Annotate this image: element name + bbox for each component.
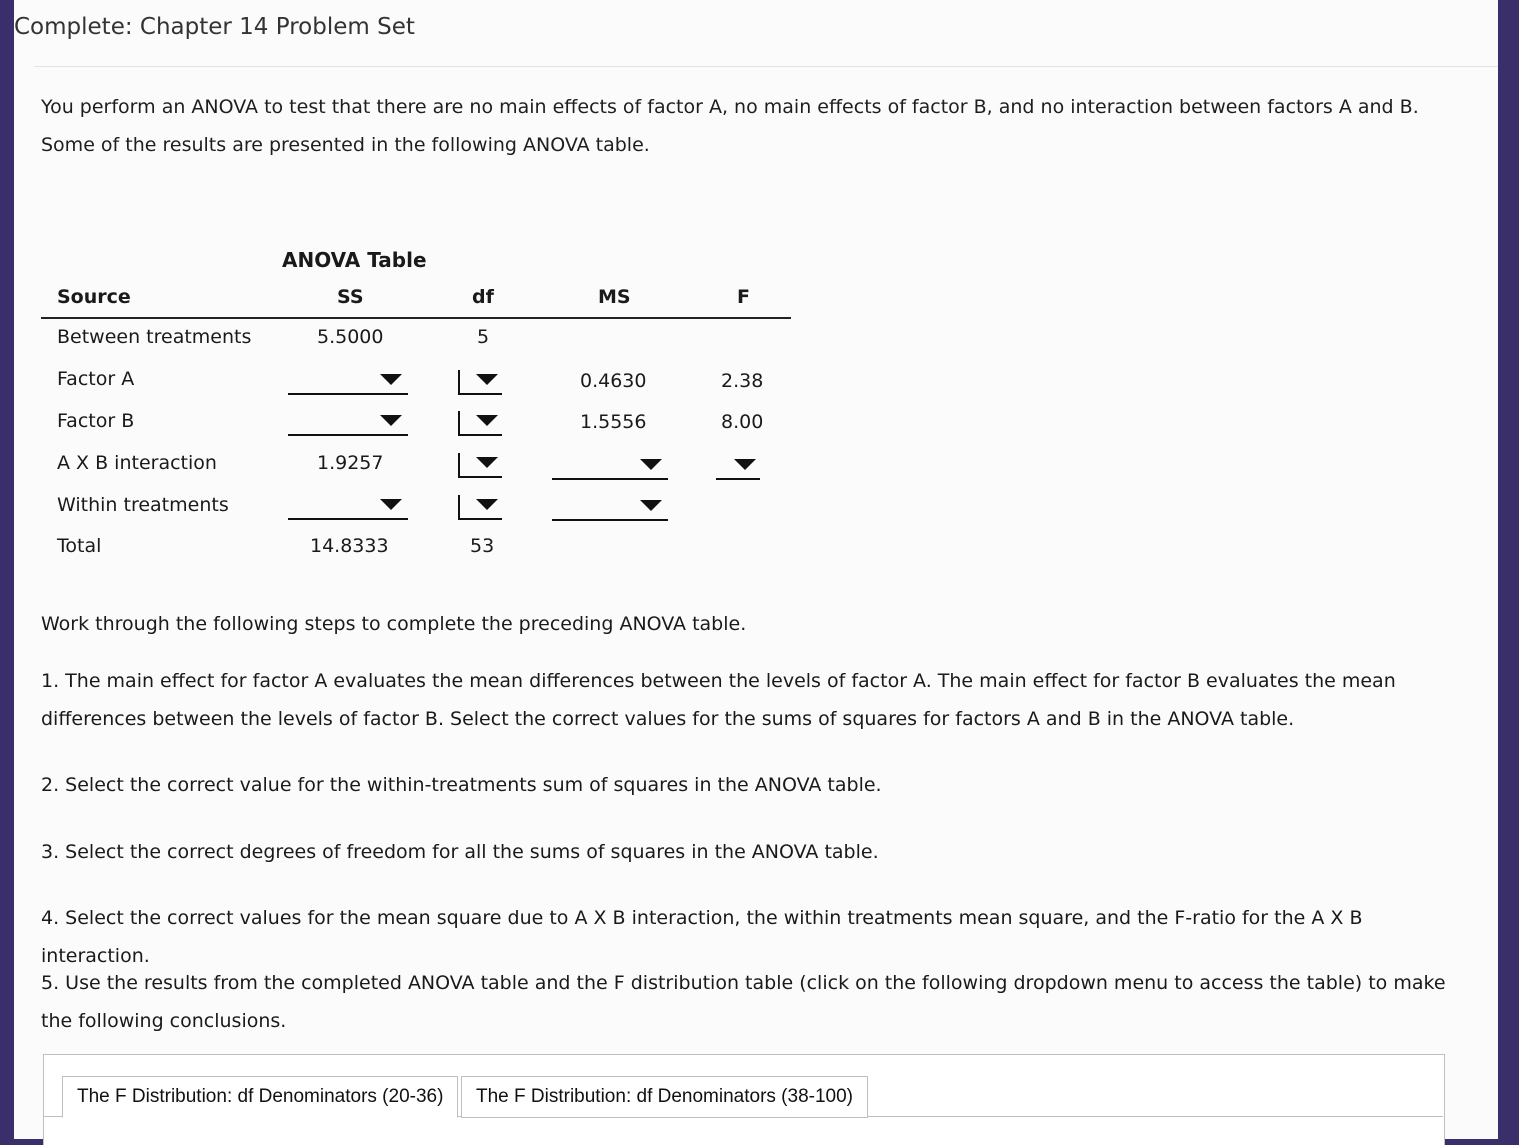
row-total-ss: 14.8333 bbox=[310, 535, 389, 557]
chevron-down-icon bbox=[380, 374, 402, 385]
factor-b-ss-dropdown[interactable] bbox=[288, 412, 408, 436]
row-factor-a-f: 2.38 bbox=[721, 370, 764, 392]
header-df: df bbox=[472, 286, 494, 308]
intro-line-2: Some of the results are presented in the following ANOVA table. bbox=[41, 134, 650, 156]
row-between-source: Between treatments bbox=[57, 326, 252, 348]
page-title: Complete: Chapter 14 Problem Set bbox=[14, 14, 415, 40]
row-total-df: 53 bbox=[470, 535, 495, 557]
step-5-line-1: 5. Use the results from the completed ANOVA table and the F distribution table (click on the following dropdown menu to access the table) to make bbox=[41, 972, 1446, 994]
table-header-rule bbox=[41, 317, 791, 319]
anova-table-caption: ANOVA Table bbox=[282, 248, 427, 272]
header-source: Source bbox=[57, 286, 131, 308]
row-total-source: Total bbox=[57, 535, 102, 557]
row-axb-ss: 1.9257 bbox=[317, 452, 384, 474]
row-axb-source: A X B interaction bbox=[57, 452, 217, 474]
chevron-down-icon bbox=[734, 459, 756, 470]
chevron-down-icon bbox=[380, 499, 402, 510]
step-1-line-2: differences between the levels of factor B. Select the correct values for the sums of squares for factors A and B in the ANOVA table. bbox=[41, 708, 1295, 730]
intro-text bbox=[41, 88, 1471, 164]
axb-df-dropdown[interactable] bbox=[458, 454, 502, 478]
chevron-down-icon bbox=[380, 415, 402, 426]
tab-f-distribution-38-100[interactable]: The F Distribution: df Denominators (38-100) bbox=[461, 1076, 868, 1118]
row-factor-a-ms: 0.4630 bbox=[580, 370, 647, 392]
row-between-df: 5 bbox=[477, 326, 490, 348]
axb-ms-dropdown[interactable] bbox=[552, 456, 668, 480]
instructions-lead: Work through the following steps to complete the preceding ANOVA table. bbox=[41, 613, 747, 635]
within-df-dropdown[interactable] bbox=[458, 496, 502, 520]
chevron-down-icon bbox=[640, 459, 662, 470]
step-1 bbox=[41, 662, 1461, 738]
chevron-down-icon bbox=[476, 415, 498, 426]
row-factor-a-source: Factor A bbox=[57, 368, 135, 390]
factor-a-df-dropdown[interactable] bbox=[458, 371, 502, 395]
header-ms: MS bbox=[598, 286, 631, 308]
problem-page bbox=[14, 0, 1498, 1139]
factor-a-ss-dropdown[interactable] bbox=[288, 371, 408, 395]
row-factor-b-ms: 1.5556 bbox=[580, 411, 647, 433]
chevron-down-icon bbox=[476, 374, 498, 385]
chevron-down-icon bbox=[476, 457, 498, 468]
within-ss-dropdown[interactable] bbox=[288, 496, 408, 520]
row-between-ss: 5.5000 bbox=[317, 326, 384, 348]
step-4: 4. Select the correct values for the mean square due to A X B interaction, the within treatments mean square, and the F-ratio for the A X B interaction. bbox=[41, 907, 1363, 967]
step-1-line-1: 1. The main effect for factor A evaluates the mean differences between the levels of factor A. The main effect for factor B evaluates the mean bbox=[41, 670, 1396, 692]
header-f: F bbox=[737, 286, 750, 308]
intro-line-1: You perform an ANOVA to test that there are no main effects of factor A, no main effects of factor B, and no interaction between factors A and B. bbox=[41, 96, 1419, 118]
step-2: 2. Select the correct value for the within-treatments sum of squares in the ANOVA table. bbox=[41, 774, 882, 796]
row-within-source: Within treatments bbox=[57, 494, 229, 516]
row-factor-b-f: 8.00 bbox=[721, 411, 764, 433]
chevron-down-icon bbox=[640, 500, 662, 511]
axb-f-dropdown[interactable] bbox=[716, 456, 760, 480]
chevron-down-icon bbox=[476, 499, 498, 510]
factor-b-df-dropdown[interactable] bbox=[458, 412, 502, 436]
row-factor-b-source: Factor B bbox=[57, 410, 135, 432]
header-ss: SS bbox=[337, 286, 364, 308]
step-5-line-2: the following conclusions. bbox=[41, 1010, 287, 1032]
step-3: 3. Select the correct degrees of freedom for all the sums of squares in the ANOVA table. bbox=[41, 841, 879, 863]
step-5 bbox=[41, 964, 1461, 1040]
title-divider bbox=[34, 66, 1498, 67]
tab-f-distribution-20-36[interactable]: The F Distribution: df Denominators (20-36) bbox=[62, 1076, 458, 1118]
within-ms-dropdown[interactable] bbox=[552, 497, 668, 521]
